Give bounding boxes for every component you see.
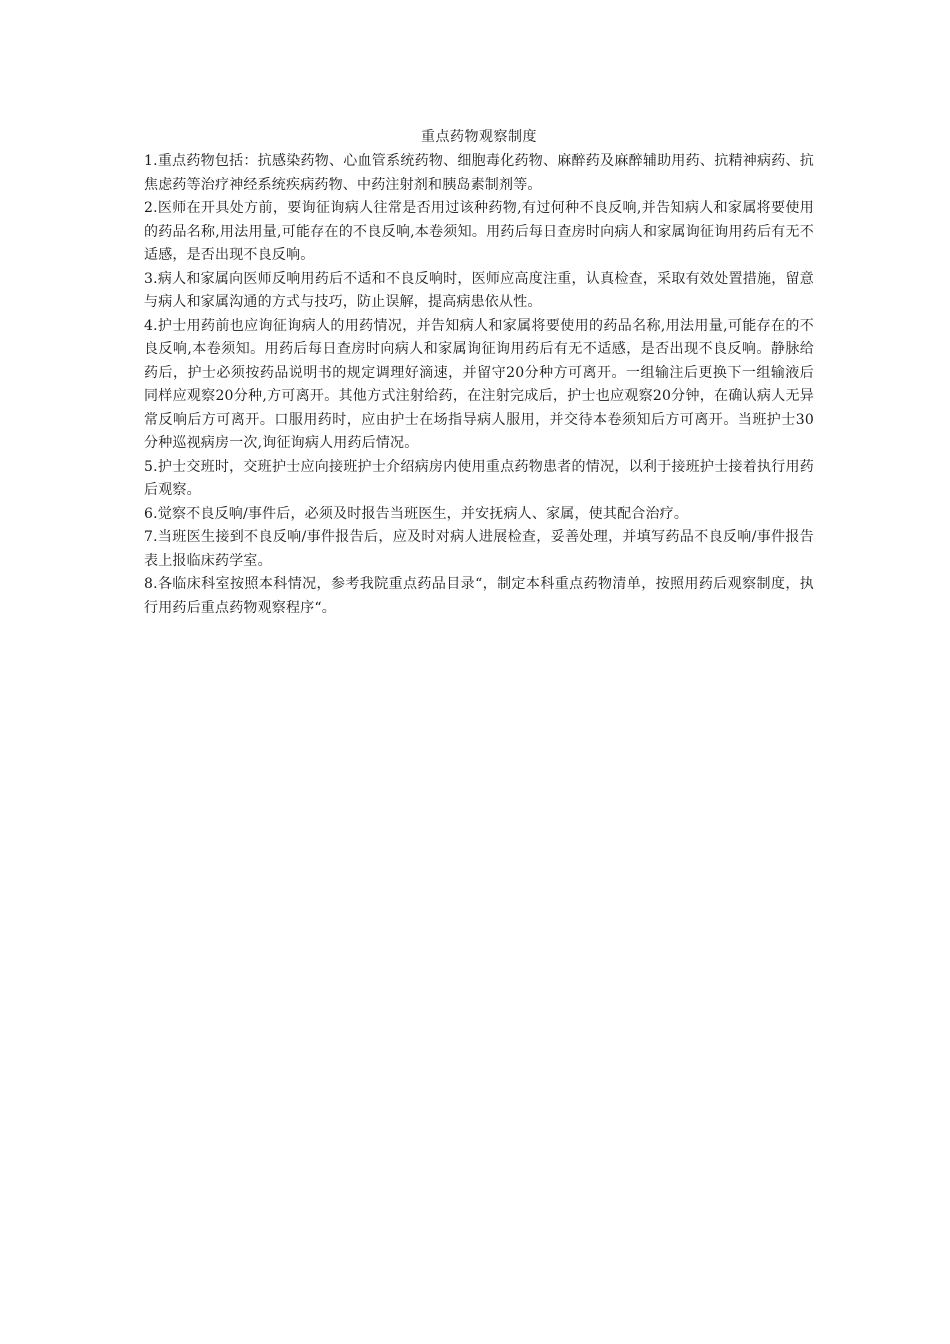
clause-1: 1.重点药物包括：抗感染药物、心血管系统药物、细胞毒化药物、麻醉药及麻醉辅助用药、抗精神病药、抗焦虑药等治疗神经系统疾病药物、中药注射剂和胰岛素制剂等。 xyxy=(144,153,814,193)
document-body xyxy=(144,126,814,620)
clause-list xyxy=(144,150,814,620)
document-title: 重点药物观察制度 xyxy=(421,129,537,145)
clause-4: 4.护士用药前也应询征询病人的用药情况，并告知病人和家属将要使用的药品名称,用法用量,可能存在的不良反响,本卷须知。用药后每日查房时向病人和家属询征询用药后有无不适感，是否出现不良反响。静脉给药后，护士必须按药品说明书的规定调理好滴速，并留守20分种方可离开。一组输注后更换下一组输液后同样应观察20分种,方可离开。其他方式注射给药，在注射完成后，护士也应观察20分钟，在确认病人无异常反响后方可离开。口服用药时，应由护士在场指导病人服用，并交待本卷须知后方可离开。当班护士30分种巡视病房一次,询征询病人用药后情况。 xyxy=(144,317,814,451)
clause-7: 7.当班医生接到不良反响/事件报告后，应及时对病人进展检查，妥善处理，并填写药品不良反响/事件报告表上报临床药学室。 xyxy=(144,529,814,569)
clause-8: 8.各临床科室按照本科情况，参考我院重点药品目录“，制定本科重点药物清单，按照用药后观察制度，执行用药后重点药物观察程序“。 xyxy=(144,576,814,616)
clause-2: 2.医师在开具处方前，要询征询病人往常是否用过该种药物,有过何种不良反响,并告知病人和家属将要使用的药品名称,用法用量,可能存在的不良反响,本卷须知。用药后每日查房时向病人和家属询征询用药后有无不适感，是否出现不良反响。 xyxy=(144,200,814,263)
clause-6: 6.觉察不良反响/事件后，必须及时报告当班医生，并安抚病人、家属，使其配合治疗。 xyxy=(144,505,689,522)
clause-3: 3.病人和家属向医师反响用药后不适和不良反响时，医师应高度注重，认真检查，采取有效处置措施，留意与病人和家属沟通的方式与技巧，防止误解，提高病患依从性。 xyxy=(144,270,814,310)
clause-5: 5.护士交班时，交班护士应向接班护士介绍病房内使用重点药物患者的情况，以利于接班护士接着执行用药后观察。 xyxy=(144,458,814,498)
